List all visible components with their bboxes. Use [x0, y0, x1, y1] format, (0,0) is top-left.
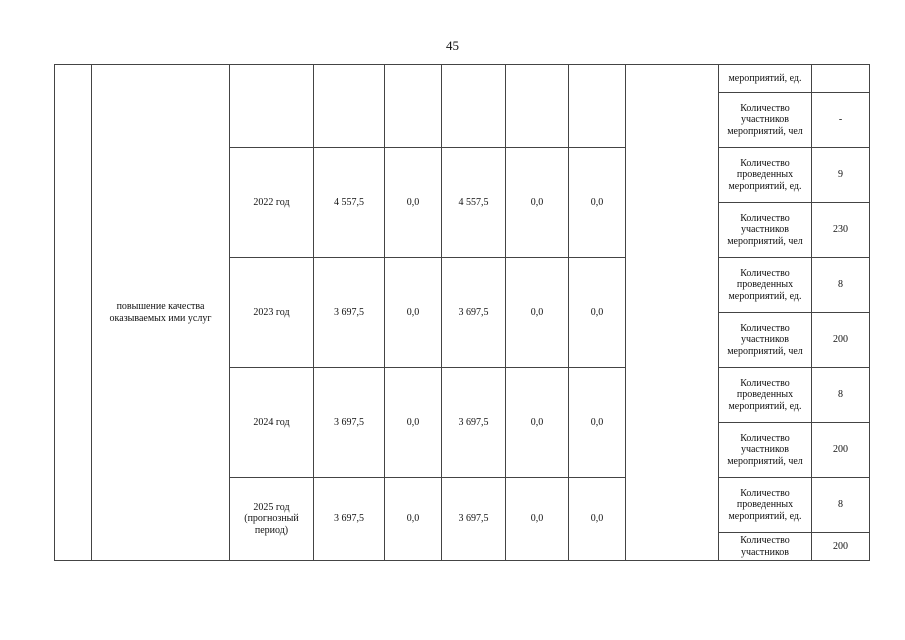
indicator-label: Количество участников мероприятий, чел	[719, 313, 812, 368]
indicator-label: Количество участников	[719, 533, 812, 561]
value-cell	[569, 65, 626, 148]
total-cell: 3 697,5	[314, 368, 385, 478]
value-cell: 0,0	[506, 258, 569, 368]
total-cell: 3 697,5	[314, 258, 385, 368]
value-cell: 3 697,5	[442, 258, 506, 368]
total-cell: 4 557,5	[314, 148, 385, 258]
value-cell: 3 697,5	[442, 478, 506, 561]
indicator-label: Количество проведенных мероприятий, ед.	[719, 148, 812, 203]
indicator-label: мероприятий, ед.	[719, 65, 812, 93]
value-cell: 0,0	[385, 478, 442, 561]
value-cell	[506, 65, 569, 148]
value-cell: 0,0	[569, 258, 626, 368]
value-cell: 4 557,5	[442, 148, 506, 258]
indicator-value: 200	[812, 533, 870, 561]
total-cell	[314, 65, 385, 148]
index-cell	[55, 65, 92, 561]
indicator-value: 9	[812, 148, 870, 203]
indicator-value: 8	[812, 258, 870, 313]
indicator-label: Количество участников мероприятий, чел	[719, 423, 812, 478]
value-cell: 0,0	[506, 148, 569, 258]
value-cell: 0,0	[569, 368, 626, 478]
year-cell: 2023 год	[230, 258, 314, 368]
value-cell: 0,0	[506, 368, 569, 478]
value-cell: 3 697,5	[442, 368, 506, 478]
indicator-value: 230	[812, 203, 870, 258]
indicator-value: 8	[812, 478, 870, 533]
indicator-value: -	[812, 93, 870, 148]
indicator-label: Количество проведенных мероприятий, ед.	[719, 478, 812, 533]
value-cell: 0,0	[506, 478, 569, 561]
indicator-value	[812, 65, 870, 93]
year-cell: 2022 год	[230, 148, 314, 258]
value-cell: 0,0	[569, 148, 626, 258]
year-cell: 2025 год (прогнозный период)	[230, 478, 314, 561]
indicator-value: 8	[812, 368, 870, 423]
indicator-label: Количество проведенных мероприятий, ед.	[719, 368, 812, 423]
value-cell: 0,0	[385, 368, 442, 478]
indicator-label: Количество проведенных мероприятий, ед.	[719, 258, 812, 313]
year-cell: 2024 год	[230, 368, 314, 478]
total-cell: 3 697,5	[314, 478, 385, 561]
indicator-label: Количество участников мероприятий, чел	[719, 203, 812, 258]
indicator-value: 200	[812, 313, 870, 368]
executor-cell	[626, 65, 719, 561]
value-cell	[442, 65, 506, 148]
value-cell: 0,0	[385, 148, 442, 258]
value-cell: 0,0	[385, 258, 442, 368]
value-cell: 0,0	[569, 478, 626, 561]
indicator-value: 200	[812, 423, 870, 478]
measure-name: повышение качества оказываемых ими услуг	[92, 65, 230, 561]
indicator-label: Количество участников мероприятий, чел	[719, 93, 812, 148]
value-cell	[385, 65, 442, 148]
year-cell	[230, 65, 314, 148]
program-table	[54, 64, 870, 561]
page-number: 45	[446, 38, 459, 53]
